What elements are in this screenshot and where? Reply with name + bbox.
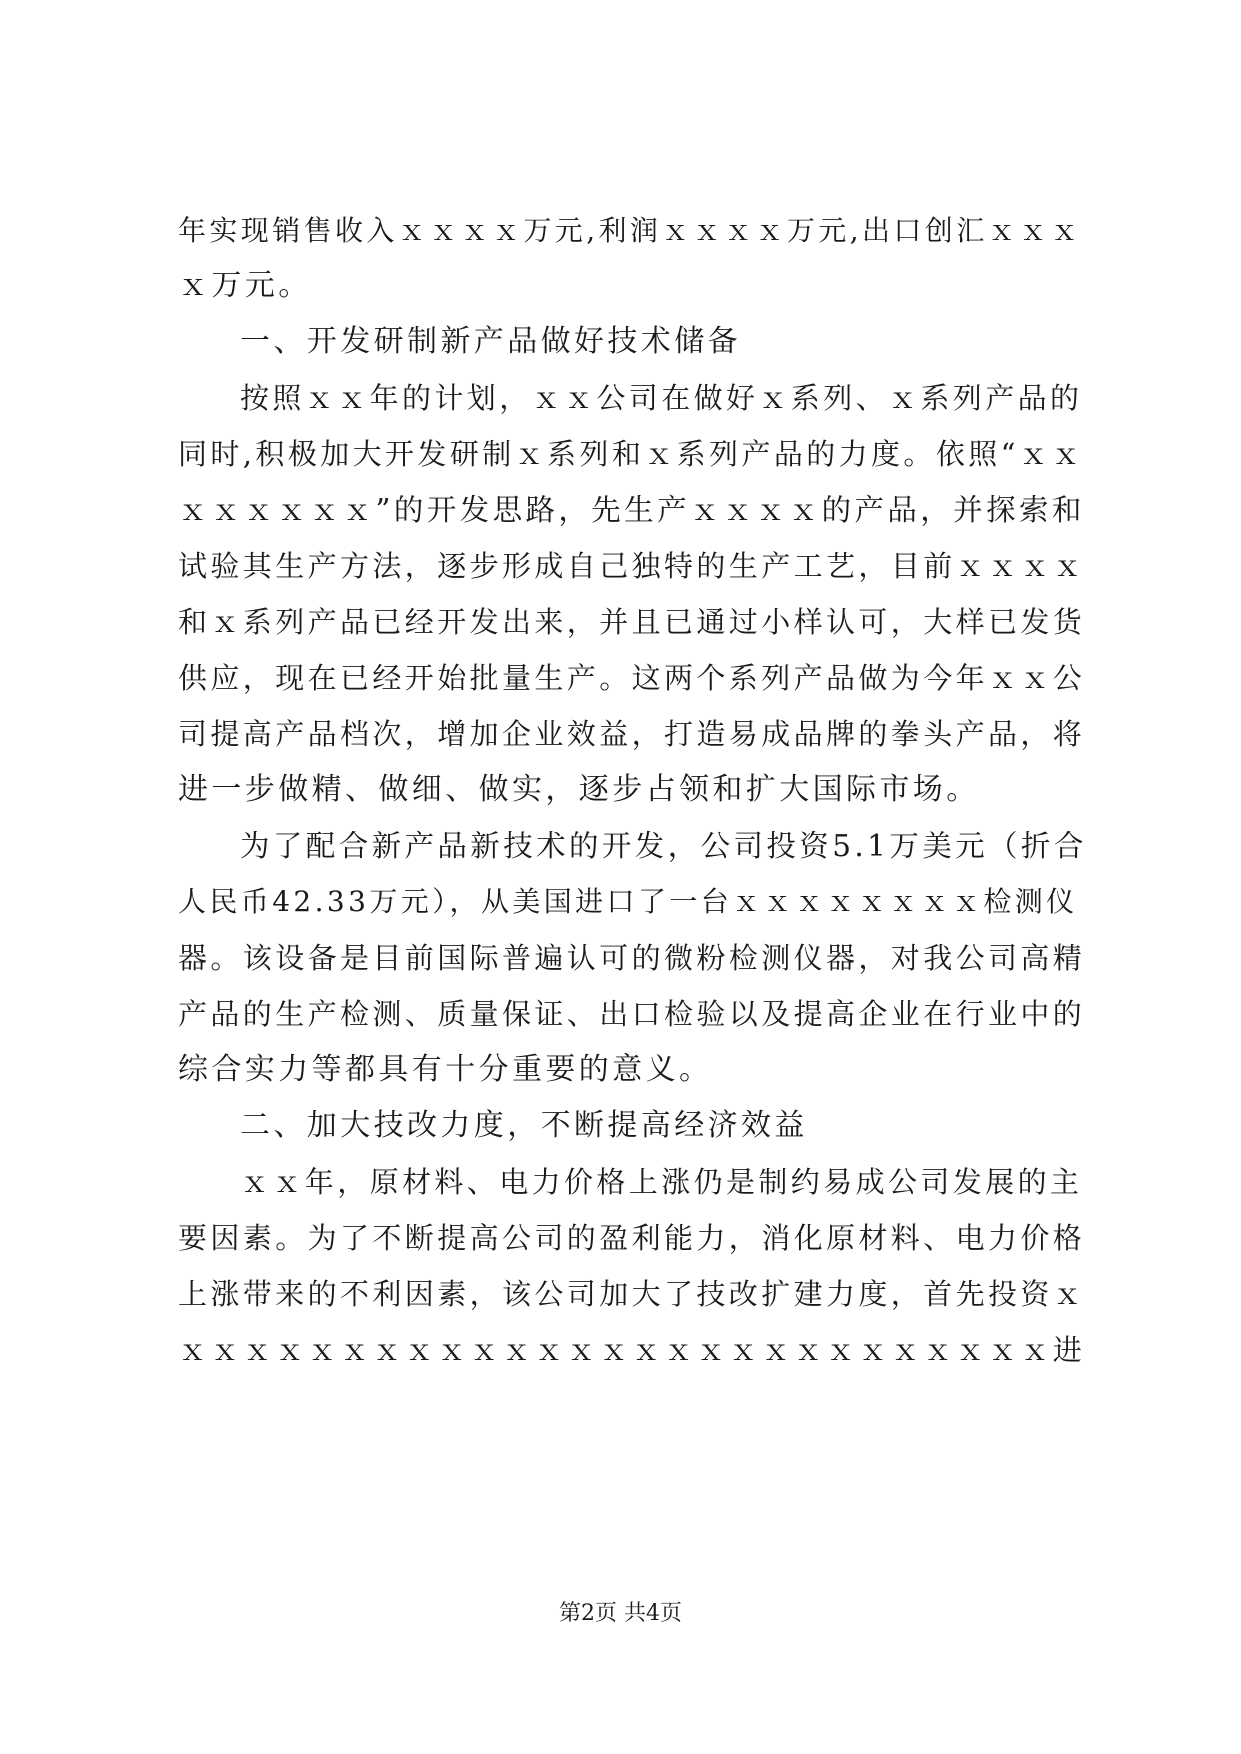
text-line: 按照ｘｘ年的计划，ｘｘ公司在做好ｘ系列、ｘ系列产品的 [240,381,1083,415]
text-line: 人民币42.33万元），从美国进口了一台ｘｘｘｘｘｘｘｘ检测仪 [178,885,1078,918]
text-line: 和ｘ系列产品已经开发出来，并且已通过小样认可，大样已发货 [178,605,1086,639]
text-line: 司提高产品档次，增加企业效益，打造易成品牌的拳头产品，将 [178,717,1086,751]
text-line: 综合实力等都具有十分重要的意义。 [178,1052,713,1087]
section-heading: 一、开发研制新产品做好技术储备 [240,324,741,359]
text-line: ｘｘ年，原材料、电力价格上涨仍是制约易成公司发展的主 [240,1165,1083,1199]
page-number-footer: 第2页 共4页 [559,1601,682,1626]
text-line: 试验其生产方法，逐步形成自己独特的生产工艺，目前ｘｘｘｘ [178,549,1086,583]
text-line: ｘ万元。 [178,268,312,303]
text-line: ｘｘｘｘｘｘｘｘｘｘｘｘｘｘｘｘｘｘｘｘｘｘｘｘｘｘｘ进 [178,1333,1086,1367]
text-line: 为了配合新产品新技术的开发，公司投资5.1万美元（折合 [240,829,1087,863]
text-line: 器。该设备是目前国际普遍认可的微粉检测仪器，对我公司高精 [178,941,1086,975]
text-line: 年实现销售收入ｘｘｘｘ万元,利润ｘｘｘｘ万元,出口创汇ｘｘｘ [178,214,1082,247]
text-line: ｘｘｘｘｘｘ”的开发思路，先生产ｘｘｘｘ的产品，并探索和 [178,493,1085,527]
section-heading: 二、加大技改力度，不断提高经济效益 [240,1108,808,1143]
text-line: 进一步做精、做细、做实，逐步占领和扩大国际市场。 [178,772,980,807]
text-line: 上涨带来的不利因素，该公司加大了技改扩建力度，首先投资ｘ [178,1277,1086,1311]
text-line: 供应，现在已经开始批量生产。这两个系列产品做为今年ｘｘ公 [178,661,1086,695]
text-line: 产品的生产检测、质量保证、出口检验以及提高企业在行业中的 [178,997,1086,1031]
text-line: 要因素。为了不断提高公司的盈利能力，消化原材料、电力价格 [178,1221,1086,1255]
text-line: 同时,积极加大开发研制ｘ系列和ｘ系列产品的力度。依照“ｘｘ [178,437,1084,471]
